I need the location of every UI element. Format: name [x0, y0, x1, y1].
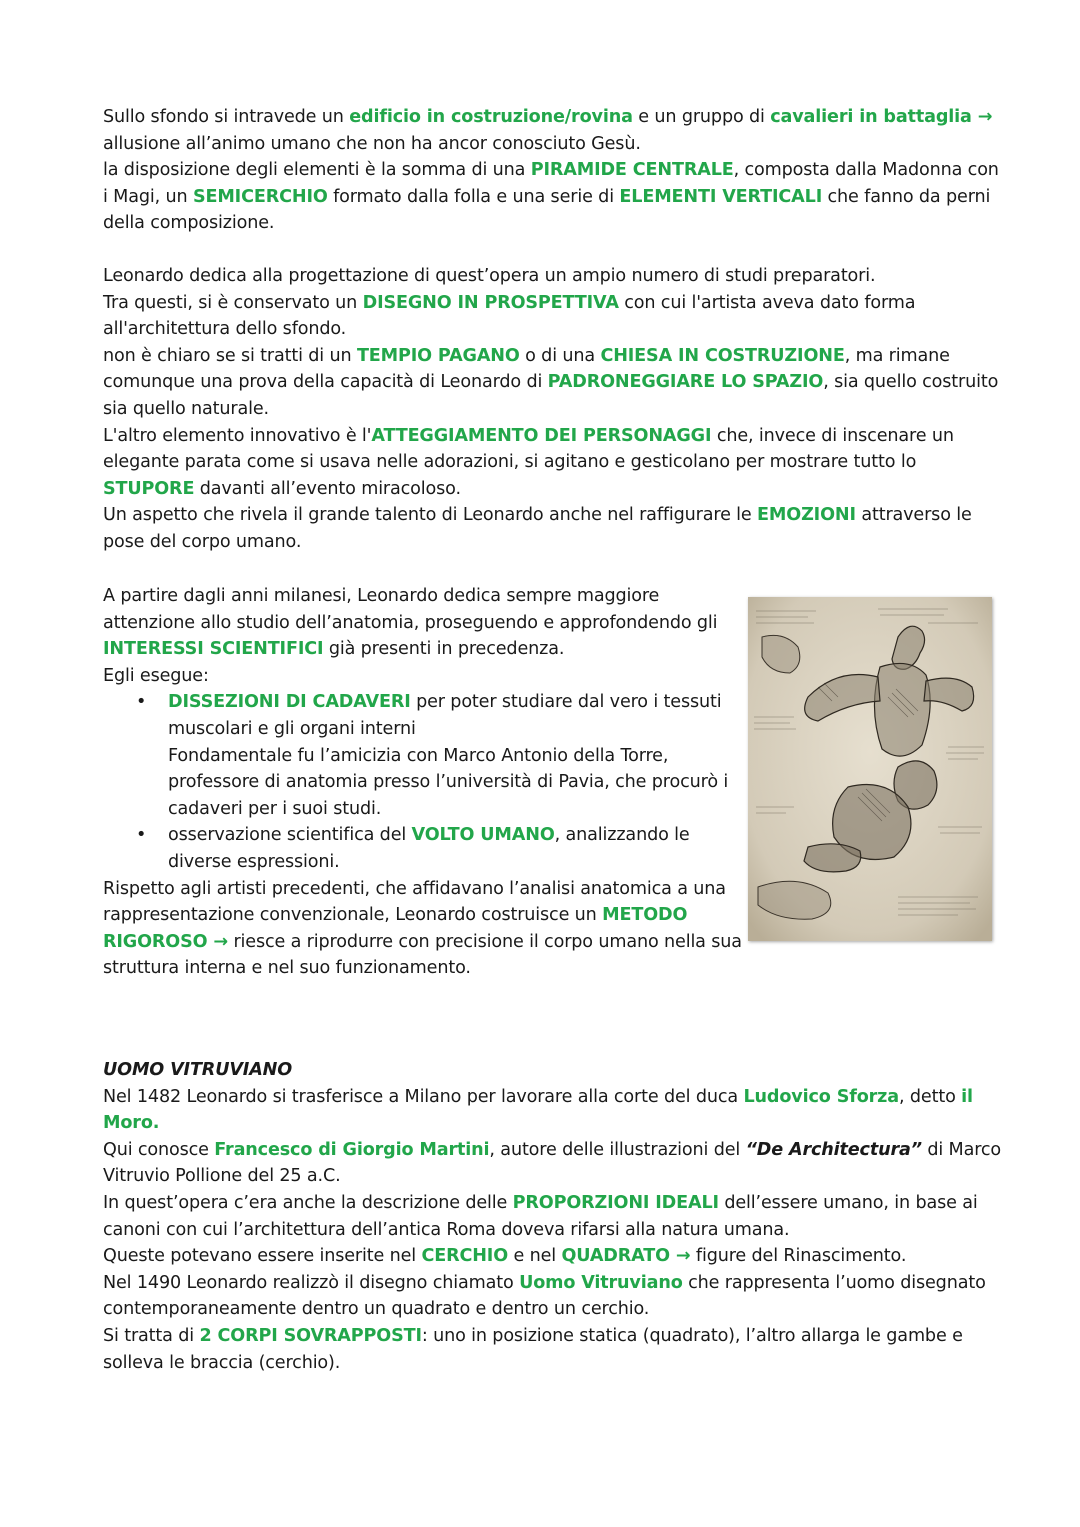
highlight: INTERESSI SCIENTIFICI [103, 639, 324, 660]
section-background-composition [103, 104, 1003, 237]
highlight: il Moro. [103, 1086, 973, 1134]
highlight: ATTEGGIAMENTO DEI PERSONAGGI [371, 425, 712, 446]
highlight: CERCHIO [421, 1246, 509, 1267]
paragraph: Sullo sfondo si intravede un edificio in costruzione/rovina e un gruppo di cavalieri in battaglia → allusione all’animo umano che non ha ancor conosciuto Gesù. [103, 107, 993, 154]
highlight: METODO RIGOROSO → [103, 905, 688, 952]
paragraph: Un aspetto che rivela il grande talento di Leonardo anche nel raffigurare le EMOZIONI attraverso le pose del corpo umano. [103, 505, 972, 552]
highlight: 2 CORPI SOVRAPPOSTI [199, 1325, 422, 1346]
list-item: • osservazione scientifica del VOLTO UMANO, analizzando le diverse espressioni. [103, 822, 743, 875]
highlight: TEMPIO PAGANO [356, 345, 520, 366]
highlight: Ludovico Sforza [743, 1086, 899, 1107]
highlight: PROPORZIONI IDEALI [512, 1192, 719, 1213]
highlight: PIRAMIDE CENTRALE [530, 160, 734, 181]
paragraph: A partire dagli anni milanesi, Leonardo dedica sempre maggiore attenzione allo studio dell’anatomia, proseguendo e approfondendo gli INTERESSI SCIENTIFICI già presenti in precedenza. [103, 586, 718, 660]
anatomical-sketch-drawing [748, 597, 992, 941]
highlight: CHIESA IN COSTRUZIONE [600, 345, 845, 366]
book-title: “De Architectura” [745, 1139, 922, 1160]
paragraph: L'altro elemento innovativo è l'ATTEGGIAMENTO DEI PERSONAGGI che, invece di inscenare un elegante parata come si usava nelle adorazioni, si agitano e gesticolano per mostrare tutto lo STUPORE davanti all’evento miracoloso. [103, 425, 954, 499]
section-preparatory-studies [103, 263, 1003, 556]
section-vitruvian-man [103, 1057, 1003, 1376]
bullet-list [103, 689, 743, 875]
highlight: cavalieri in battaglia → [770, 107, 993, 127]
highlight: STUPORE [103, 478, 195, 499]
highlight: SEMICERCHIO [192, 186, 328, 207]
paragraph: Si tratta di 2 CORPI SOVRAPPOSTI: uno in posizione statica (quadrato), l’altro allarga le gambe e solleva le braccia (cerchio). [103, 1325, 963, 1373]
paragraph: Queste potevano essere inserite nel CERCHIO e nel QUADRATO → figure del Rinascimento. [103, 1246, 907, 1267]
paragraph: Leonardo dedica alla progettazione di quest’opera un ampio numero di studi preparatori. [103, 266, 876, 286]
list-item: • DISSEZIONI DI CADAVERI per poter studiare dal vero i tessuti muscolari e gli organi interni Fondamentale fu l’amicizia con Marco Antonio della Torre, professore di anatomia presso l’università di Pavia, che procurò i cadaveri per i suoi studi. [103, 689, 743, 822]
paragraph: Nel 1482 Leonardo si trasferisce a Milano per lavorare alla corte del duca Ludovico Sforza, detto il Moro. [103, 1086, 973, 1134]
highlight: Uomo Vitruviano [519, 1272, 683, 1293]
paragraph: Tra questi, si è conservato un DISEGNO IN PROSPETTIVA con cui l'artista aveva dato forma all'architettura dello sfondo. [103, 292, 916, 340]
paragraph: non è chiaro se si tratti di un TEMPIO PAGANO o di una CHIESA IN COSTRUZIONE, ma rimane comunque una prova della capacità di Leonardo di PADRONEGGIARE LO SPAZIO, sia quello costruito sia quello naturale. [103, 345, 999, 419]
paragraph: Qui conosce Francesco di Giorgio Martini, autore delle illustrazioni del “De Architectura” di Marco Vitruvio Pollione del 25 a.C. [103, 1139, 1002, 1187]
section-heading: UOMO VITRUVIANO [103, 1060, 293, 1080]
anatomical-sketch-image [748, 597, 992, 941]
highlight: Francesco di Giorgio Martini [214, 1139, 490, 1160]
paragraph: Nel 1490 Leonardo realizzò il disegno chiamato Uomo Vitruviano che rappresenta l’uomo disegnato contemporaneamente dentro un quadrato e dentro un cerchio. [103, 1272, 986, 1320]
paragraph: Egli esegue: [103, 665, 209, 686]
highlight: EMOZIONI [757, 505, 856, 526]
highlight: DISSEZIONI DI CADAVERI [168, 692, 411, 713]
paragraph: la disposizione degli elementi è la somma di una PIRAMIDE CENTRALE, composta dalla Madonna con i Magi, un SEMICERCHIO formato dalla folla e una serie di ELEMENTI VERTICALI che fanno da perni della composizione. [103, 160, 999, 234]
highlight: ELEMENTI VERTICALI [619, 186, 823, 207]
highlight: PADRONEGGIARE LO SPAZIO [547, 372, 824, 393]
highlight: VOLTO UMANO [411, 825, 555, 846]
highlight: DISEGNO IN PROSPETTIVA [362, 292, 619, 313]
paragraph: In quest’opera c’era anche la descrizione delle PROPORZIONI IDEALI dell’essere umano, in base ai canoni con cui l’architettura dell’antica Roma doveva rifarsi alla natura umana. [103, 1192, 978, 1240]
highlight: QUADRATO → [561, 1246, 691, 1267]
paragraph: Rispetto agli artisti precedenti, che affidavano l’analisi anatomica a una rappresentazione convenzionale, Leonardo costruisce un METODO RIGOROSO → riesce a riprodurre con precisione il corpo umano nella sua struttura interna e nel suo funzionamento. [103, 878, 742, 979]
section-anatomy [103, 583, 743, 982]
highlight: edificio in costruzione/rovina [349, 107, 633, 127]
